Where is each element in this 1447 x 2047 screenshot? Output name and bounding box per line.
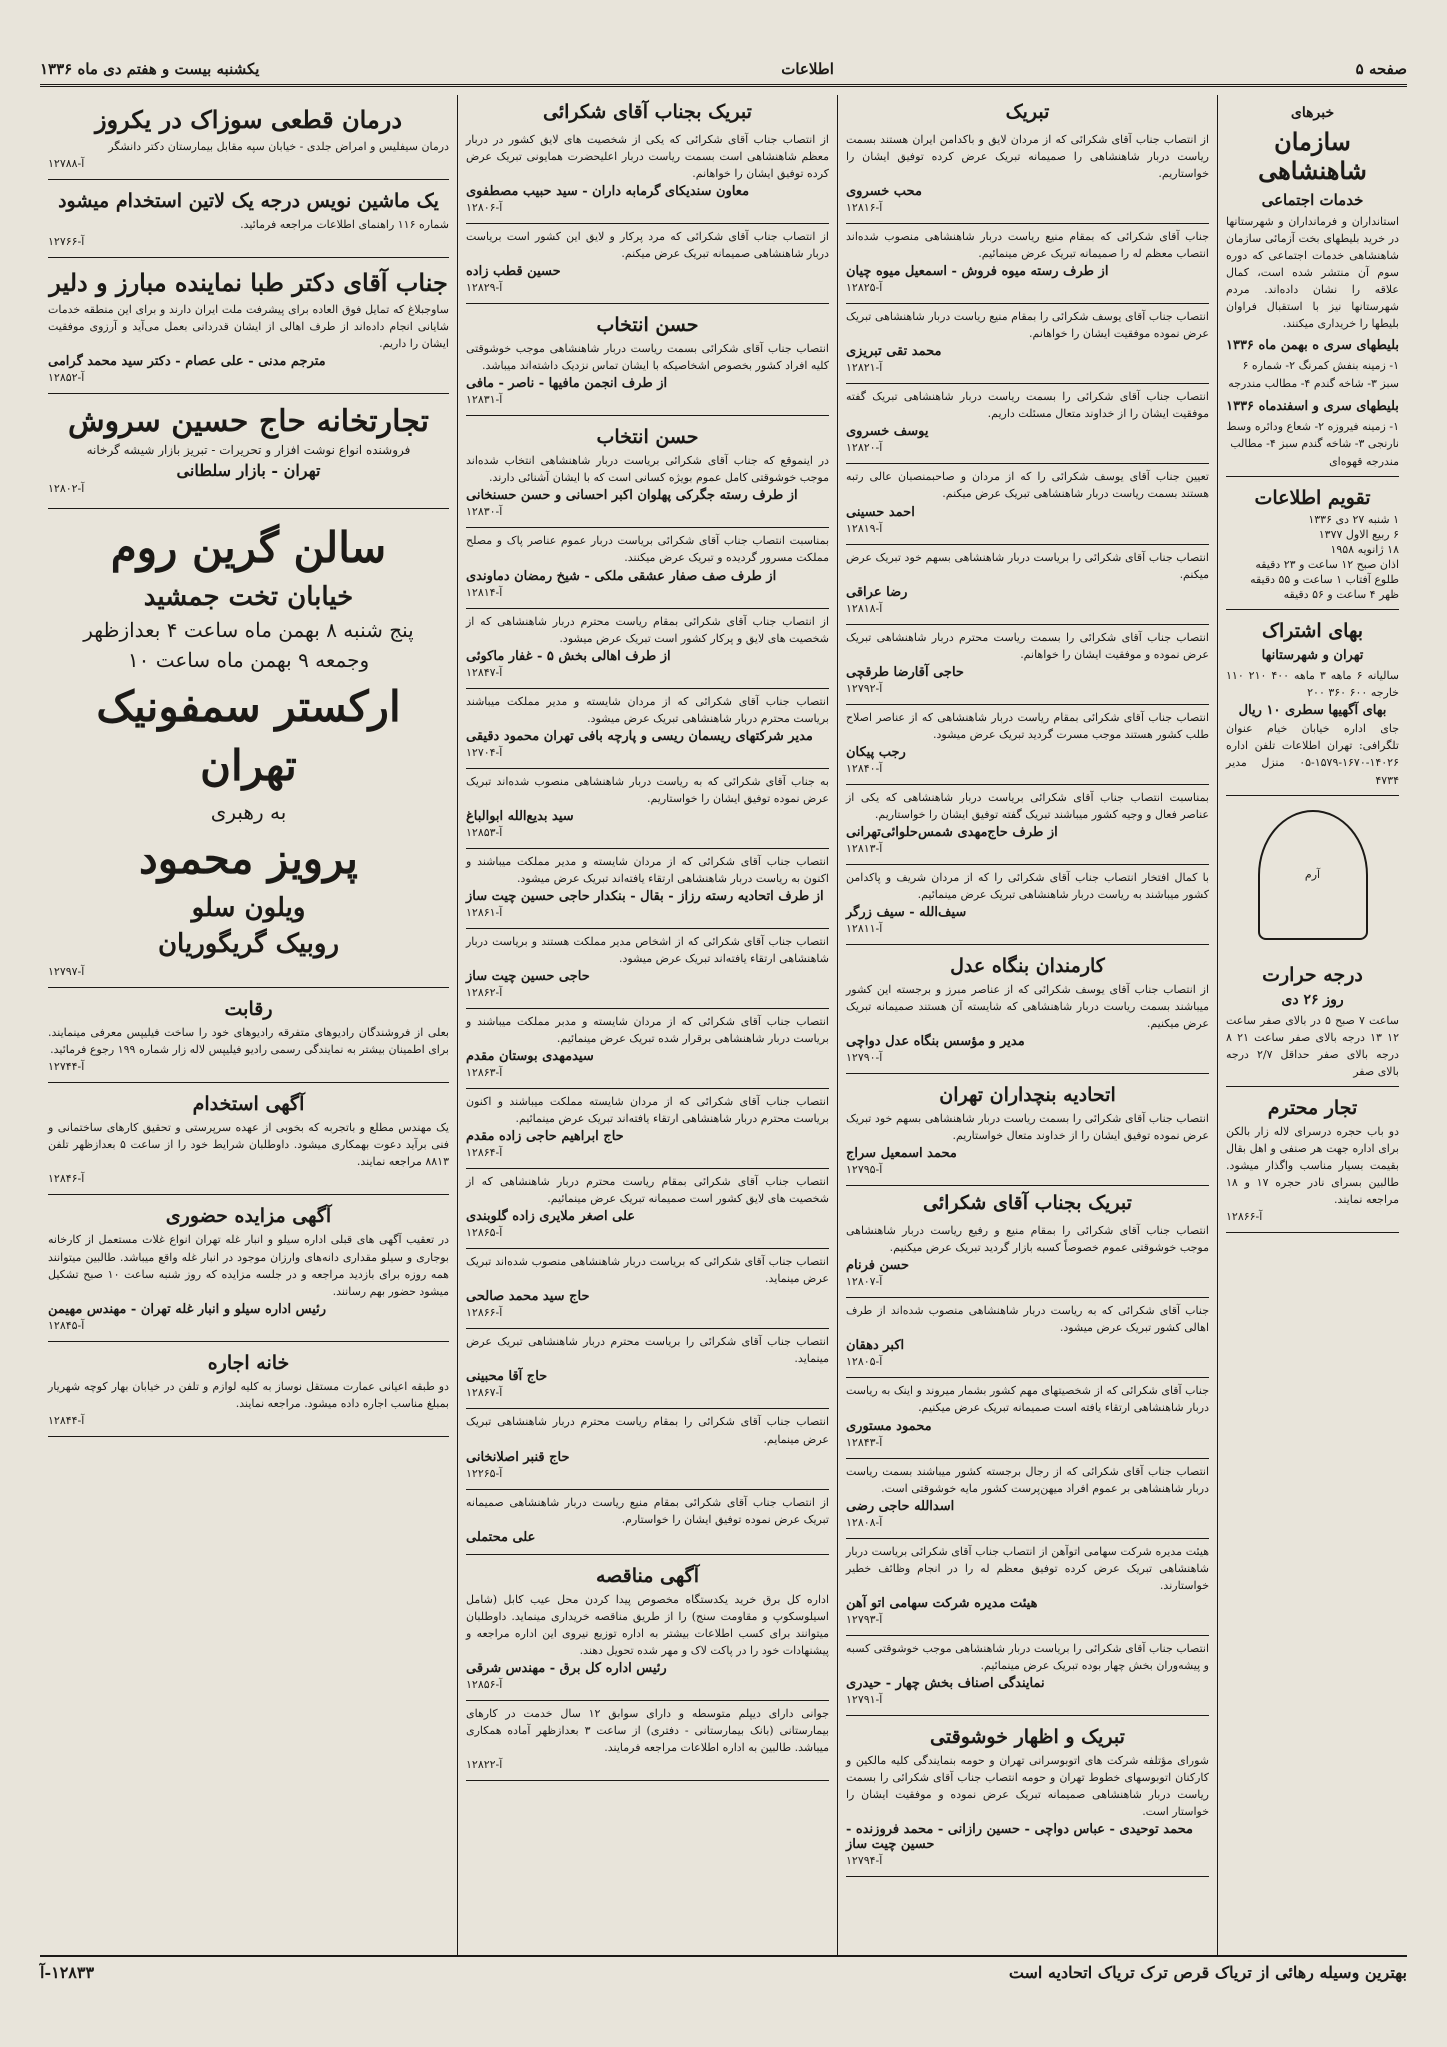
- subscription-body: سالیانه ۶ ماهه ۳ ماهه ۴۰۰ ۲۱۰ ۱۱۰ خارجه ۶۰۰ ۳۶۰ ۲۰۰: [1226, 669, 1400, 700]
- calendar-row: طلوع آفتاب ۱ ساعت و ۵۵ دقیقه: [1250, 573, 1399, 587]
- ads-price: بهای آگهیها سطری ۱۰ ریال: [1238, 703, 1387, 719]
- lottery-list-1: ۱- زمینه بنفش کمرنگ ۲- شماره ۶ سبز ۳- شاخه گندم ۴- مطالب مندرجه: [1228, 359, 1399, 390]
- ad-code: ۱۲۸۰۸-آ: [846, 1515, 883, 1529]
- congrats-signature: سید بدیع‌الله ابوالباغ: [466, 808, 574, 824]
- congrats-item: [466, 849, 829, 929]
- footer: [40, 1955, 1407, 1982]
- congrats-item: [846, 127, 1209, 224]
- congrats-text: انتصاب جناب آقای شکرائی که بریاست دربار شاهنشاهی منصوب شده‌اند تبریک عرض مینماید.: [466, 1255, 829, 1286]
- congrats-item: [846, 1218, 1209, 1298]
- store-ad: [48, 394, 449, 509]
- congrats-text: به جناب آقای شکرائی که به ریاست دربار شاهنشاهی منصوب شده‌اند تبریک عرض نموده توفیق ایشان را خواستاریم.: [466, 774, 829, 805]
- congrats-signature: معاون سندیکای گرمابه داران - سید حبیب مصطفوی: [466, 184, 750, 200]
- congrats-text: انتصاب جناب آقای شکرائی که از مردان شایسته مملکت میباشند و اکنون بریاست محترم دربار شاهنشاهی ارتقاء یافته‌اند تبریک عرض مینمائیم.: [466, 1095, 829, 1126]
- typist-text: شماره ۱۱۶ راهنمای اطلاعات مراجعه فرمائید.: [240, 218, 449, 232]
- tender-box: [466, 1555, 829, 1701]
- congrats-item: [846, 865, 1209, 945]
- auction-title: آگهی مزایده حضوری: [165, 1205, 332, 1228]
- job-box: [466, 1701, 829, 1781]
- clinic-text: درمان سیفلیس و امراض جلدی - خیابان سپه مقابل بیمارستان دکتر دانشگر: [108, 140, 449, 153]
- ad-code: ۱۲۸۵۳-آ: [466, 825, 503, 839]
- congrats-item: [466, 609, 829, 689]
- concert-street: خیابان تخت جمشید: [143, 582, 354, 613]
- ad-code: ۱۲۷۹۷-آ: [48, 965, 85, 979]
- temperature-box: [1226, 954, 1399, 1087]
- congrats-signature: سیف‌الله - سیف زرگر: [846, 904, 967, 920]
- ad-code: ۱۲۸۴۵-آ: [48, 1318, 85, 1332]
- calendar-row: ظهر ۴ ساعت و ۵۶ دقیقه: [1283, 588, 1399, 602]
- ad-code: ۱۲۸۱۶-آ: [846, 201, 883, 215]
- congrats-item: [466, 224, 829, 304]
- congrats-signature: نمایندگی اصناف بخش چهار - حیدری: [846, 1675, 1045, 1691]
- calendar-title: تقویم اطلاعات: [1254, 487, 1371, 510]
- subscription-sub: تهران و شهرستانها: [1261, 648, 1364, 664]
- news-body: استانداران و فرمانداران و شهرستانها در خرید بلیطهای بخت آزمائی سازمان شاهنشاهی خدمات اجتماعی که دوره سوم آن منتشر شده است، کمال علاقه را نشان داده‌اند. مردم شهرستانها نیز با استقبال فراوان بلیطها را خریداری میکنند.: [1226, 215, 1399, 331]
- temp-body: ساعت ۷ صبح ۵ در بالای صفر ساعت ۱۲ ۱۳ درجه بالای صفر ساعت ۲۱ ۸ درجه بالای صفر حداقل ۲/۷ درجه بالای صفر: [1226, 1013, 1400, 1078]
- conductor-name: پرویز محمود: [139, 834, 358, 884]
- column-news: [1217, 95, 1407, 1955]
- emblem-icon: آرم: [1258, 810, 1368, 940]
- thanks-sig: محمد توحیدی - عباس دواچی - حسین رازانی - محمد فروزنده - حسین چیت ساز: [846, 1822, 1193, 1853]
- congrats-text: از انتصاب جناب آقای شکرائی بمقام ریاست محترم دربار شاهنشاهی که از شخصیت های لایق و پرکار کشور است تبریک عرض میشود.: [466, 614, 829, 645]
- typist-title: یک ماشین نویس درجه یک لاتین استخدام میشود: [58, 190, 439, 213]
- auction-text: در تعقیب آگهی های قبلی اداره سیلو و انبار غله تهران انواع غلات مستعمل از کارخانه بوجاری و سیلو مقداری دانه‌های وارزان موجود در انبار غله واقع میباشد. طالبین میتوانند همه روزه برای بازدید مراجعه و در جلسه مزایده که روز شنبه ساعت ۱۰ صبح تشکیل میشود حضور بهم رسانند.: [48, 1233, 449, 1298]
- congrats-signature: حاج سید محمد صالحی: [466, 1289, 590, 1305]
- ad-code: ۱۲۸۶۶-آ: [1226, 1210, 1263, 1223]
- conductor-label: به رهبری: [210, 800, 287, 825]
- orchestra-city: تهران: [200, 741, 297, 791]
- ad-code: ۱۲۸۶۲-آ: [466, 985, 503, 999]
- ad-code: ۱۲۸۲۵-آ: [846, 281, 883, 295]
- lottery-heading-1: بلیطهای سری ه بهمن ماه ۱۳۳۶: [1225, 338, 1399, 354]
- issue-date: یکشنبه بیست و هفتم دی ماه ۱۳۳۶: [40, 60, 260, 78]
- emp-sig: مدیر و مؤسس بنگاه عدل دواچی: [846, 1034, 1025, 1050]
- choice2-text: در اینموقع که جناب آقای شکرائی بریاست دربار شاهنشاهی انتخاب شده‌اند موجب خوشوقتی کامل عموم بویژه کسانی است که با ایشان آشنائی دارند.: [466, 454, 829, 485]
- congrats-text: انتصاب جناب آقای شکرائی را بریاست دربار شاهنشاهی موجب خوشوقتی کسبه و پیشه‌وران بخش چهار بوده تبریک عرض مینمائیم.: [846, 1641, 1209, 1672]
- lottery-list-2: ۱- زمینه فیروزه ۲- شعاع ودائره وسط نارنجی ۳- شاخه گندم سبز ۴- مطالب مندرجه قهوه‌ای: [1226, 419, 1399, 468]
- store-line-2: تهران - بازار سلطانی: [176, 461, 321, 481]
- congrats-text: از انتصاب جناب آقای شکرائی بمقام منیع ریاست دربار شاهنشاهی صمیمانه تبریک عرض نموده توفیق ایشان را خواستارم.: [466, 1495, 829, 1526]
- congrats-text: انتصاب جناب آقای شکرائی که از رجال برجسته کشور میباشند بسمت ریاست دربار شاهنشاهی بر عموم افراد میهن‌پرست کشور مایه خوشوقتی است.: [846, 1464, 1209, 1495]
- congrats-signature: اسدالله حاجی رضی: [846, 1498, 955, 1514]
- congrats-item: [466, 1490, 829, 1555]
- congrats-item: [846, 464, 1209, 544]
- ad-code: ۱۲۷۹۱-آ: [846, 1692, 883, 1706]
- congrats-text: انتصاب جناب آقای یوسف شکرائی را بمقام منیع ریاست دربار شاهنشاهی تبریک عرض نموده موفقیت ایشان را خواهانم.: [846, 310, 1209, 341]
- ad-code: ۱۲۸۱۹-آ: [846, 521, 883, 535]
- thanks-title: تبریک و اظهار خوشوقتی: [930, 1725, 1125, 1748]
- congrats-signature: محمود مستوری: [846, 1418, 932, 1434]
- congrats-item: [846, 545, 1209, 625]
- footer-code: ۱۲۸۳۳-آ: [40, 1963, 95, 1982]
- ad-code: ۱۲۷۹۵-آ: [846, 1163, 883, 1177]
- ad-code: ۱۲۸۴۰-آ: [846, 761, 883, 775]
- col3-title: تبریک بجناب آقای شکرائی: [543, 101, 752, 123]
- rent-ad: [48, 1342, 449, 1437]
- choice1-sig: از طرف انجمن مافیها - ناصر - مافی: [466, 376, 668, 392]
- choice1-box: [466, 304, 829, 416]
- columns: [40, 95, 1407, 1955]
- ad-code: ۱۲۸۳۰-آ: [466, 505, 503, 519]
- congrats-text: انتصاب جناب آقای شکرائی که از مردان شایسته و مدبر مملکت میباشند و بریاست دربار شاهنشاهی برقرار شده تبریک عرض مینمائیم.: [466, 1014, 829, 1046]
- auction-sig: رئیس اداره سیلو و انبار غله تهران - مهندس مهیمن: [48, 1301, 327, 1317]
- tribute-text: ساوجبلاغ که تمایل فوق العاده برای پیشرفت ملت ایران دارند و برای این منطقه خدمات شایانی انجام داده‌اند از طرف اهالی از ایشان قدردانی بعمل می‌آید و آرزوی موفقیت ایشان را داریم.: [48, 303, 449, 351]
- congrats-signature: احمد حسینی: [846, 504, 915, 520]
- congrats-signature: مدیر شرکتهای ریسمان ریسی و پارچه بافی تهران محمود دقیقی: [466, 728, 813, 744]
- congrats-text: از انتصاب جناب آقای شکرائی که مرد پرکار و لایق این کشور است بریاست دربار شاهنشاهی صمیمانه تبریک عرض میکنم.: [466, 230, 829, 261]
- congrats-item: [846, 705, 1209, 785]
- congrats-signature: از طرف اهالی بخش ۵ - غفار ماکوئی: [466, 648, 671, 664]
- tender-text: اداره کل برق خرید یکدستگاه مخصوص پیدا کردن محل عیب کابل (شامل اسیلوسکوپ و مقاومت سنج) را از طریق مناقصه خریداری مینماید. داوطلبان میتوانند برای کسب اطلاعات بیشتر به اداره توزیع نیروی این اداره مراجعه و پیشنهادات خود را در پاکت لاک و مهر شده تحویل دهند.: [466, 1592, 829, 1657]
- congrats-list-2: [466, 528, 829, 1554]
- congrats-text: انتصاب جناب آقای شکرائی بمقام ریاست محترم دربار شاهنشاهی که از شخصیت های لایق کشور است صمیمانه تبریک عرض مینمائیم.: [466, 1175, 829, 1206]
- congrats-item: [846, 1539, 1209, 1636]
- subscription-title: بهای اشتراک: [1261, 620, 1364, 643]
- choice1-title: حسن انتخاب: [596, 314, 699, 337]
- ad-code: ۱۲۷۸۸-آ: [48, 157, 85, 171]
- congrats-signature: علی اصغر ملایری زاده گلوبندی: [466, 1209, 636, 1225]
- congrats-item: [846, 625, 1209, 705]
- congrats-signature: اکبر دهقان: [846, 1338, 905, 1354]
- ad-code: ۱۲۸۵۲-آ: [48, 371, 85, 385]
- merchants-title: تجار محترم: [1267, 1096, 1358, 1119]
- ad-code: ۱۲۸۰۷-آ: [846, 1275, 883, 1289]
- ad-code: ۱۲۸۲۲-آ: [466, 1757, 503, 1771]
- ad-code: ۱۲۸۴۴-آ: [48, 1413, 85, 1427]
- congrats-text: انتصاب جناب آقای شکرائی را بسمت ریاست محترم دربار شاهنشاهی تبریک عرض نموده و موفقیت ایشان را خواهانم.: [846, 630, 1209, 661]
- congrats-item: [466, 127, 829, 224]
- orchestra-name: ارکستر سمفونیک: [96, 682, 401, 732]
- tender-title: آگهی مناقصه: [596, 1564, 699, 1587]
- congrats-text: بمناسبت انتصاب جناب آقای شکرائی بریاست دربار شاهنشاهی که یکی از عناصر فعال و وجیه کشور میباشند تبریک گفته توفیق ایشان را خواستاریم.: [846, 790, 1209, 821]
- congrats-item: [466, 769, 829, 849]
- congrats-item: [466, 1409, 829, 1489]
- calendar-row: اذان صبح ۱۲ ساعت و ۲۳ دقیقه: [1255, 558, 1399, 572]
- clinic-title: درمان قطعی سوزاک در یکروز: [94, 105, 403, 134]
- congrats-list: [846, 127, 1209, 945]
- hire-ad: [48, 1083, 449, 1195]
- ad-code: ۱۲۷۹۰-آ: [846, 1051, 883, 1065]
- lottery-heading-2: بلیطهای سری و اسفندماه ۱۳۳۶: [1226, 398, 1399, 414]
- congrats-item: [466, 689, 829, 769]
- congrats-item: [846, 304, 1209, 384]
- congrats-item: [846, 785, 1209, 865]
- tribute-ad: [48, 258, 449, 394]
- ad-code: ۱۲۸۶۷-آ: [466, 1386, 503, 1400]
- choice2-sig: از طرف رسته جگرکی پهلوان اکبر احسانی و حسن حسنخانی: [466, 488, 798, 504]
- congrats-signature: از طرف رسته میوه فروش - اسمعیل میوه چیان: [846, 264, 1109, 280]
- tribute-sig: مترجم مدنی - علی عصام - دکتر سید محمد گرامی: [48, 354, 326, 370]
- news-sub: خدمات اجتماعی: [1261, 191, 1364, 209]
- congrats-item: [466, 1329, 829, 1409]
- union-box: [846, 1074, 1209, 1186]
- congrats-text: انتصاب جناب آقای شکرائی را بمقام ریاست محترم دربار شاهنشاهی تبریک عرض مینمایم.: [466, 1415, 829, 1446]
- choice2-title: حسن انتخاب: [596, 426, 699, 449]
- ad-code: ۱۲۷۹۴-آ: [846, 1854, 883, 1868]
- congrats-item: [846, 384, 1209, 464]
- rivalry-text: بعلی از فروشندگان رادیوهای متفرقه رادیوهای خود را ساخت فیلیپس معرفی مینمایند. برای اطمینان بیشتر به نمایندگی رسمی رادیو فیلیپس لاله زار شماره ۱۹۹ رجوع فرمائید.: [48, 1026, 449, 1057]
- column-congrats-b: [457, 95, 837, 1955]
- cong-title: تبریک بجناب آقای شکرائی: [923, 1192, 1132, 1215]
- news-kicker: خبرهای: [1290, 105, 1335, 121]
- ad-code: ۱۲۸۶۶-آ: [466, 1306, 503, 1320]
- congrats-item: [466, 1249, 829, 1329]
- ad-code: ۱۲۸۱۸-آ: [846, 601, 883, 615]
- congrats-item: [466, 1009, 829, 1089]
- ad-code: ۱۲۸۴۷-آ: [466, 665, 503, 679]
- ad-code: ۱۲۸۰۶-آ: [466, 201, 503, 215]
- ad-code: ۱۲۸۲۹-آ: [466, 281, 503, 295]
- ad-code: ۱۲۷۶۶-آ: [48, 235, 85, 249]
- choice1-text: انتصاب جناب آقای شکرائی بسمت ریاست دربار شاهنشاهی موجب خوشوقتی کلیه افراد کشور بخصوص اشخاصیکه با ایشان تماس نزدیک داشته‌اند میباشد.: [466, 342, 829, 373]
- store-name: تجارتخانه حاج حسین سروش: [67, 404, 429, 440]
- temp-sub: روز ۲۶ دی: [1281, 991, 1344, 1008]
- news-title: سازمان شاهنشاهی: [1258, 127, 1367, 185]
- auction-ad: [48, 1195, 449, 1341]
- news-box: [1226, 95, 1399, 477]
- union-text: انتصاب جناب آقای شکرائی را بسمت ریاست دربار شاهنشاهی بسهم خود تبریک عرض نموده توفیق ایشان را از خداوند متعال خواستاریم.: [846, 1112, 1209, 1143]
- page-number: صفحه ۵: [1355, 60, 1407, 78]
- ad-code: ۱۲۷۰۴-آ: [466, 745, 503, 759]
- congrats-signature: حسین قطب زاده: [466, 264, 561, 280]
- congrats-item: [466, 528, 829, 608]
- ad-code: ۱۲۸۶۱-آ: [466, 905, 503, 919]
- column-ads: [40, 95, 457, 1955]
- congrats-text: تعیین جناب آقای یوسف شکرائی را که از مردان و صاحبمنصبان عالی رتبه هستند بسمت ریاست دربار شاهنشاهی تبریک عرض میکنم.: [846, 470, 1209, 501]
- congrats-text: جناب آقای شکرائی که از شخصیتهای مهم کشور بشمار میروند و اینک به ریاست دربار شاهنشاهی ارتقاء یافته است صمیمانه تبریک عرض میکنیم.: [846, 1384, 1209, 1415]
- ad-code: ۱۲۸۱۳-آ: [846, 841, 883, 855]
- congrats-signature: حسن فرنام: [846, 1258, 910, 1274]
- ad-code: ۱۲۷۹۲-آ: [846, 681, 883, 695]
- congrats-text: جناب آقای شکرائی که بمقام منیع ریاست دربار شاهنشاهی منصوب شده‌اند انتصاب معظم له را صمیمانه تبریک عرض مینمائیم.: [846, 230, 1209, 261]
- union-sig: محمد اسمعیل سراج: [846, 1146, 957, 1162]
- congrats-signature: حاجی آقارضا طرقچی: [846, 664, 964, 680]
- congrats-signature: حاجی حسین چیت ساز: [466, 968, 590, 984]
- congrats-text: انتصاب جناب آقای شکرائی بمقام ریاست دربار شاهنشاهی که از عناصر اصلاح طلب کشور هستند موجب مسرت گردید تبریک عرض میشود.: [846, 710, 1209, 741]
- hire-title: آگهی استخدام: [192, 1093, 305, 1116]
- congrats-item: [466, 1169, 829, 1249]
- rivalry-title: رقابت: [224, 998, 273, 1021]
- job-text: جوانی دارای دیپلم متوسطه و دارای سوابق ۱۲ سال خدمت در کارهای بیمارستانی (بانک بیمارستانی - دفتری) از ساعت ۳ بعدازظهر آماده همکاری میباشد. طالبین به اداره اطلاعات مراجعه فرمایند.: [466, 1706, 830, 1754]
- concert-hall: سالن گرین روم: [110, 523, 387, 573]
- congrats-item: [846, 1459, 1209, 1539]
- violin-label: ویلون سلو: [191, 893, 306, 924]
- choice2-box: [466, 416, 829, 528]
- congrats-text: انتصاب جناب آقای شکرائی که از مردان شایسته و مدیر مملکت میباشند بریاست محترم دربار شاهنشاهی تبریک عرض میشود.: [466, 694, 829, 725]
- congrats-text: انتصاب جناب آقای شکرائی را بریاست دربار شاهنشاهی بسهم خود تبریک عرض میکنم.: [846, 550, 1209, 581]
- thanks-box: [846, 1716, 1209, 1877]
- congrats-list: [466, 127, 829, 304]
- ad-code: ۱۲۲۶۵-آ: [466, 1466, 503, 1480]
- temp-title: درجه حرارت: [1262, 963, 1363, 986]
- ad-code: ۱۲۸۰۲-آ: [48, 482, 85, 496]
- rent-text: دو طبقه اعیانی عمارت مستقل نوساز به کلیه لوازم و تلفن در خیابان بهار کوچه شهریار بمبلغ مناسب اجاره داده میشود. مراجعه نمایند.: [48, 1379, 449, 1410]
- congrats-signature: حاج آقا محبینی: [466, 1369, 548, 1385]
- calendar-box: [1226, 477, 1399, 610]
- congrats-item: [846, 1636, 1209, 1716]
- congrats-item: [846, 1298, 1209, 1378]
- congrats-text: انتصاب جناب آقای شکرائی که از مردان شایسته و مدیر مملکت میباشند و اکنون به ریاست دربار شاهنشاهی ارتقاء یافته‌اند تبریک عرض میشود.: [466, 854, 829, 885]
- calendar-row: ۶ ربیع الاول ۱۳۷۷: [1318, 528, 1399, 542]
- congrats-item: [846, 224, 1209, 304]
- congrats-text: انتصاب جناب آقای شکرائی را بسمت ریاست دربار شاهنشاهی تبریک گفته موفقیت ایشان را از خداوند متعال مسئلت داریم.: [846, 390, 1209, 421]
- congrats-signature: محمد تقی تبریزی: [846, 344, 942, 360]
- ad-code: ۱۲۸۱۱-آ: [846, 921, 883, 935]
- store-line-1: فروشنده انواع نوشت افزار و تحریرات - تبریز بازار شیشه گرخانه: [86, 443, 411, 458]
- address: جای اداره خیابان خیام عنوان تلگرافی: تهران اطلاعات تلفن اداره ۱۴۰۲۶-۱۶۷۰-۱۵۷۹-۰۵ منزل مدیر ۴۷۳۴: [1226, 722, 1399, 787]
- congrats-signature: یوسف خسروی: [846, 424, 929, 440]
- rent-title: خانه اجاره: [207, 1351, 290, 1374]
- congrats-signature: سیدمهدی بوستان مقدم: [466, 1049, 594, 1065]
- employees-box: [846, 945, 1209, 1074]
- ad-code: ۱۲۸۶۵-آ: [466, 1226, 503, 1240]
- clinic-ad: [48, 95, 449, 180]
- congrats-signature: حاج ابراهیم حاجی زاده مقدم: [466, 1129, 624, 1145]
- ad-code: ۱۲۸۴۶-آ: [48, 1172, 85, 1186]
- typist-ad: [48, 180, 449, 258]
- congrats-item: [846, 1378, 1209, 1458]
- ad-code: ۱۲۷۴۴-آ: [48, 1060, 85, 1074]
- congrats-signature: حاج قنبر اصلانخانی: [466, 1449, 570, 1465]
- calendar-row: ۱ شنبه ۲۷ دی ۱۳۳۶: [1308, 513, 1399, 527]
- congrats-text: انتصاب جناب آقای شکرائی را بریاست محترم دربار شاهنشاهی تبریک عرض مینماید.: [466, 1335, 829, 1366]
- ad-code: ۱۲۸۲۰-آ: [846, 441, 883, 455]
- congrats-text: جناب آقای شکرائی که به ریاست دربار شاهنشاهی منصوب شده‌اند از طرف اهالی کشور تبریک عرض میشود.: [846, 1304, 1209, 1335]
- ad-code: ۱۲۸۰۵-آ: [846, 1355, 883, 1369]
- congrats-signature: هیئت مدیره شرکت سهامی اتو آهن: [846, 1595, 1038, 1611]
- congrats-text: با کمال افتخار انتصاب جناب آقای شکرائی را که از مردان شریف و پاکدامن کشور میباشند به ریاست دربار شاهنشاهی تبریک عرض مینمائیم.: [846, 870, 1209, 901]
- paper-name: اطلاعات: [781, 60, 834, 78]
- concert-time-2: وجمعه ۹ بهمن ماه ساعت ۱۰: [127, 648, 370, 673]
- ad-code: ۱۲۸۶۳-آ: [466, 1066, 503, 1080]
- union-title: اتحادیه بنچداران تهران: [939, 1084, 1116, 1107]
- congrats-signature: رجب پیکان: [846, 744, 906, 760]
- calendar-row: ۱۸ ژانویه ۱۹۵۸: [1330, 543, 1399, 557]
- ad-code: ۱۲۸۱۴-آ: [466, 585, 503, 599]
- congrats-text: بمناسبت انتصاب جناب آقای شکرائی بریاست دربار عموم عناصر پاک و مصلح مملکت مسرور گردیده و تبریک عرض میکنند.: [466, 534, 829, 565]
- tribute-title: جناب آقای دکتر طبا نماینده مبارز و دلیر: [49, 268, 448, 298]
- congrats-item: [466, 1089, 829, 1169]
- congrats-text: هیئت مدیره شرکت سهامی اتوآهن از انتصاب جناب آقای شکرائی بریاست دربار شاهنشاهی تبریک عرض کرده توفیق معظم له را در انجام وظائف خطیر خواستارند.: [846, 1544, 1209, 1592]
- emp-text: از انتصاب جناب آقای یوسف شکرائی که از عناصر مبرز و برجسته این کشور میباشند بسمت ریاست دربار شاهنشاهی که شایسته آن هستند صمیمانه تبریک عرض میکنیم.: [846, 982, 1209, 1031]
- ad-code: ۱۲۸۳۱-آ: [466, 393, 503, 407]
- congrats-text: انتصاب جناب آقای شکرائی که از اشخاص مدیر مملکت هستند و بریاست دربار شاهنشاهی ارتقاء یافته‌اند تبریک عرض میشود.: [466, 934, 829, 965]
- congrats-signature: علی محتملی: [466, 1529, 536, 1545]
- merchants-body: دو باب حجره درسرای لاله زار بالکن برای اداره جهت هر صنفی و اهل بقال بقیمت بسیار مناسب واگذار میشود. طالبین بسرای نادر حجره ۱۷ و ۱۸ مراجعه نمایند.: [1226, 1124, 1399, 1206]
- congrats-signature: از طرف اتحادیه رسته رزاز - بقال - بنکدار حاجی حسین چیت ساز: [466, 888, 824, 904]
- masthead: [40, 60, 1407, 87]
- rivalry-ad: [48, 988, 449, 1083]
- ad-code: ۱۲۸۶۴-آ: [466, 1146, 503, 1160]
- tender-sig: رئیس اداره کل برق - مهندس شرقی: [466, 1660, 667, 1676]
- ad-code: ۱۲۸۲۱-آ: [846, 361, 883, 375]
- col2-title: تبریک: [1005, 101, 1050, 123]
- congrats-signature: رضا عراقی: [846, 584, 908, 600]
- congrats-list-2: [846, 1218, 1209, 1716]
- congrats-signature: محب خسروی: [846, 184, 922, 200]
- soloist-name: روبیک گریگوریان: [157, 929, 340, 960]
- ad-code: ۱۲۸۵۶-آ: [466, 1677, 503, 1691]
- hire-text: یک مهندس مطلع و باتجربه که بخوبی از عهده سرپرستی و تحقیق کارهای ساختمانی و فنی برآید دعوت بهمکاری میشود. داوطلبان شرایط خود را از ساعت ۵ بعدازظهر تلفن ۸۸۱۳ مراجعه نمایند.: [48, 1121, 449, 1169]
- concert-time-1: پنج شنبه ۸ بهمن ماه ساعت ۴ بعدازظهر: [83, 618, 414, 643]
- ad-code: ۱۲۸۴۳-آ: [846, 1435, 883, 1449]
- congrats-item: [466, 929, 829, 1009]
- congrats-text: انتصاب جناب آقای شکرائی را بمقام منیع و رفیع ریاست دربار شاهنشاهی موجب خوشوقتی عموم خصوصاً کسبه بازار گردید تبریک عرض میکنیم.: [846, 1224, 1209, 1255]
- column-congrats-a: [837, 95, 1217, 1955]
- ad-code: ۱۲۷۹۳-آ: [846, 1612, 883, 1626]
- congrats-signature: از طرف صف صفار عشقی ملکی - شیخ رمضان دماوندی: [466, 568, 777, 584]
- emp-title: کارمندان بنگاه عدل: [950, 954, 1105, 977]
- congrats-text: از انتصاب جناب آقای شکرائی که از مردان لایق و باکدامن ایران هستند بسمت ریاست دربار شاهنشاهی را صمیمانه تبریک عرض کرده توفیق ایشان را خواستاریم.: [846, 133, 1209, 181]
- congrats-text: از انتصاب جناب آقای شکرائی که یکی از شخصیت های لایق کشور در دربار معظم شاهنشاهی است بسمت ریاست دربار اعلیحضرت همایونی تبریک عرض کرده توفیق ایشان را خواهانم.: [466, 133, 829, 181]
- thanks-text: شورای مؤتلفه شرکت های اتوبوسرانی تهران و حومه بنمایندگی کلیه مالکین و کارکنان اتوبوسهای خطوط تهران و حومه انتصاب جناب آقای شکرائی را بسمت ریاست دربار شاهنشاهی صمیمانه تبریک عرض نموده و موفقیت ایشان را خواستار است.: [846, 1753, 1209, 1818]
- footer-slogan: بهترین وسیله رهائی از تریاک قرص ترک تریاک اتحادیه است: [1008, 1963, 1407, 1982]
- merchants-box: [1226, 1087, 1399, 1233]
- concert-ad: [48, 509, 449, 988]
- subscription-box: [1226, 610, 1399, 795]
- congrats-signature: از طرف حاج‌مهدی شمس‌حلوائی‌تهرانی: [846, 824, 1058, 840]
